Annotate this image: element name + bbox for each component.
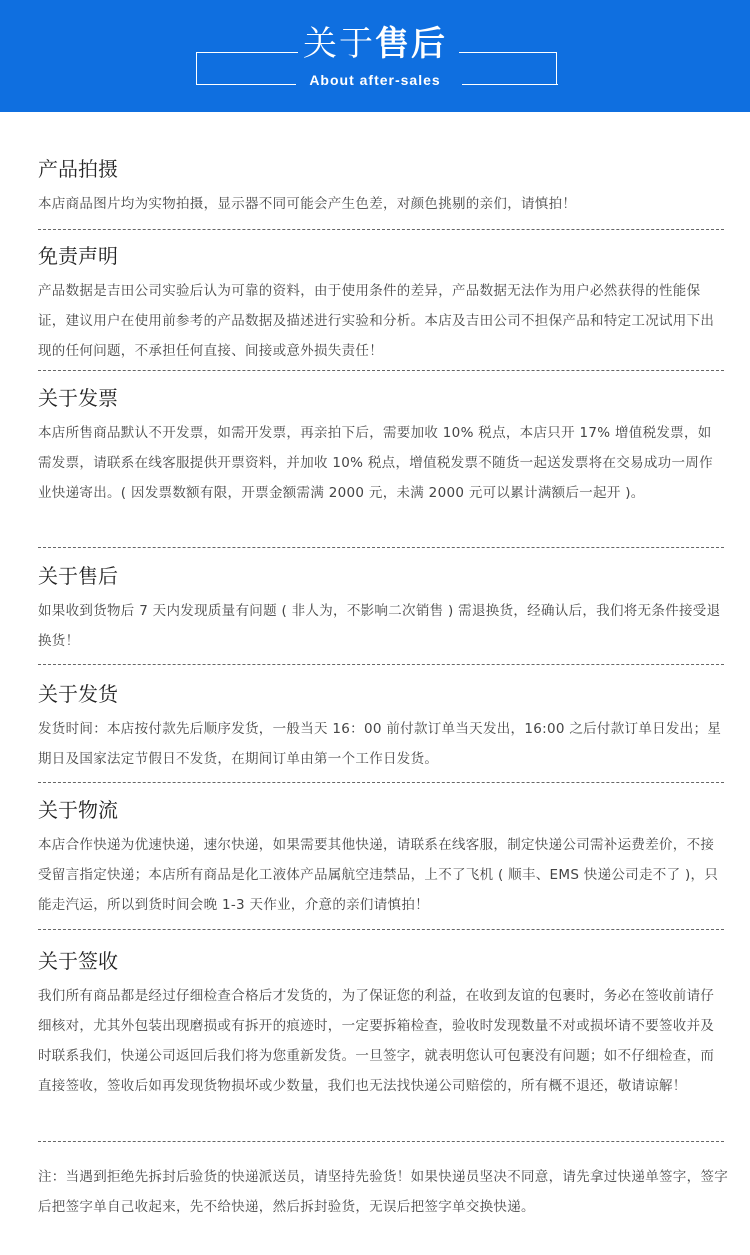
section-after-sales — [38, 562, 724, 656]
section-text: 产品数据是吉田公司实验后认为可靠的资料，由于使用条件的差异，产品数据无法作为用户必然获得的性能保证，建议用户在使用前参考的产品数据及描述进行实验和分析。本店及吉田公司不担保产品和特定工况试用下出现的任何问题，不承担任何直接、间接或意外损失责任！ — [38, 283, 715, 359]
section-invoice — [38, 384, 724, 508]
section-title: 关于发票 — [38, 386, 118, 410]
section-text: 如果收到货物后 7 天内发现质量有问题 ( 非人为，不影响二次销售 ) 需退换货，经确认后，我们将无条件接受退换货！ — [38, 603, 721, 649]
section-disclaimer — [38, 242, 724, 366]
header-banner — [0, 0, 750, 112]
section-text: 本店商品图片均为实物拍摄，显示器不同可能会产生色差，对颜色挑剔的亲们，请慎拍！ — [38, 196, 577, 212]
section-product-photo — [38, 155, 724, 219]
section-text: 我们所有商品都是经过仔细检查合格后才发货的，为了保证您的利益，在收到友谊的包裹时，务必在签收前请仔细核对，尤其外包装出现磨损或有拆开的痕迹时，一定要拆箱检查，验收时发现数量不对或损坏请不要签收并及时联系我们，快递公司返回后我们将为您重新发货。一旦签字，就表明您认可包裹没有问题；如不仔细检查，而直接签收，签收后如再发现货物损坏或少数量，我们也无法找快递公司赔偿的，所有概不退还，敬请谅解！ — [38, 988, 715, 1094]
section-text: 本店合作快递为优速快递，速尔快递，如果需要其他快递，请联系在线客服，制定快递公司需补运费差价，不接受留言指定快递；本店所有商品是化工液体产品属航空违禁品，上不了飞机 ( 顺丰、EMS 快递公司走不了 )，只能走汽运，所以到货时间会晚 1-3 天作业，介意的亲们请慎拍！ — [38, 837, 719, 913]
section-title: 免责声明 — [38, 244, 118, 268]
dashed-divider — [38, 664, 724, 665]
section-title: 关于发货 — [38, 682, 118, 706]
page-title-light: 关于 — [303, 24, 375, 64]
dashed-divider — [38, 782, 724, 783]
section-title: 关于签收 — [38, 949, 118, 973]
page-title — [0, 20, 750, 68]
footer-note: 注：当遇到拒绝先拆封后验货的快递派送员，请坚持先验货！如果快递员坚决不同意，请先拿过快递单签字，签字后把签字单自己收起来，先不给快递，然后拆封验货，无误后把签字单交换快递。 — [38, 1169, 728, 1215]
section-shipping — [38, 680, 724, 774]
page-title-bold: 售后 — [375, 24, 447, 64]
dashed-divider — [38, 229, 724, 230]
section-text: 本店所售商品默认不开发票，如需开发票，再亲拍下后，需要加收 10% 税点，本店只开 17% 增值税发票，如需发票，请联系在线客服提供开票资料，并加收 10% 税点，增值税发票不随货一起送发票将在交易成功一周作业快递寄出。( 因发票数额有限，开票金额需满 2000 元，未满 2000 元可以累计满额后一起开 )。 — [38, 425, 713, 501]
section-title: 关于售后 — [38, 564, 118, 588]
section-text: 发货时间：本店按付款先后顺序发货，一般当天 16：00 前付款订单当天发出，16:00 之后付款订单日发出；星期日及国家法定节假日不发货，在期间订单由第一个工作日发货。 — [38, 721, 722, 767]
section-logistics — [38, 796, 724, 920]
dashed-divider — [38, 370, 724, 371]
dashed-divider — [38, 547, 724, 548]
dashed-divider — [38, 929, 724, 930]
section-title: 产品拍摄 — [38, 157, 118, 181]
dashed-divider — [38, 1141, 724, 1142]
section-receipt — [38, 947, 724, 1101]
page-subtitle: About after-sales — [309, 72, 441, 88]
section-title: 关于物流 — [38, 798, 118, 822]
